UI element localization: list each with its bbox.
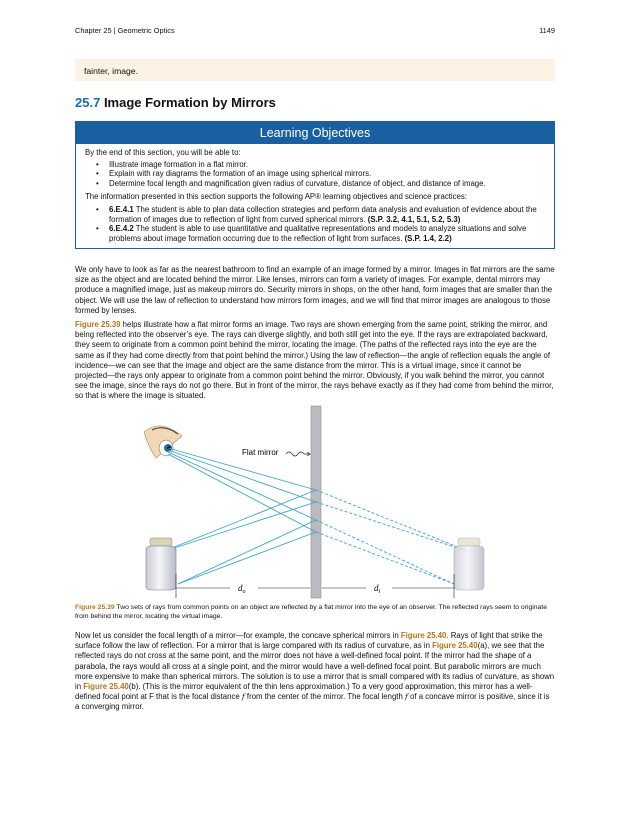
focal-symbol: f (241, 692, 245, 702)
callout-box (75, 59, 555, 81)
figure-caption (75, 604, 555, 621)
paragraph-intro: We only have to look as far as the nearest bathroom to find an example of an image formed by a mirror. Images in flat mirrors are the same size as the object and are located behind the mirror. Like lenses, mirrors can form a variety of images. For example, dental mirrors may produce a magnified image, just as makeup mirrors do. Security mirrors in shops, on the other hand, form images that are smaller than the object. We will use the law of reflection to understand how mirrors form images, and we will find that mirror images are analogous to those formed by lenses. (75, 265, 555, 315)
section-heading (75, 95, 276, 110)
squiggle-pointer (286, 452, 304, 456)
ap-objectives-list (85, 205, 545, 243)
arrow-icon (304, 452, 310, 456)
caption-label: Figure 25.39 (75, 604, 115, 611)
ap-objective-item: • 6.E.4.1 The student is able to plan data collection strategies and perform data analysis and evaluation of evidence about the formation of images due to reflection of light from curved spherical mirrors. (S.P. 3.2, 4.1, 5.1, 5.2, 5.3) (85, 205, 545, 224)
paragraph-flat-mirror: Figure 25.39 helps illustrate how a flat mirror forms an image. Two rays are shown emerging from the same point, striking the mirror, and being reflected into the observer’s eye. The rays can diverge slightly, and both still get into the eye. If the rays are extrapolated backward, they seem to originate from a common point behind the mirror, locating the image. (The paths of the reflected rays into the eye are the same as if they had come directly from that point behind the mirror.) Using the law of reflection—the angle of reflection equals the angle of incidence—we can see that the image and object are the same distance from the mirror. This is a virtual image, since it cannot be projected—the rays only appear to originate from a common point behind the mirror. Obviously, if you walk behind the mirror, you cannot see the image, since the rays do not go there. But in front of the mirror, the rays behave exactly as if they had come from behind the mirror, so that is where the image is situated. (75, 320, 554, 401)
figure-link[interactable]: Figure 25.40 (432, 641, 478, 651)
section-title: Image Formation by Mirrors (103, 95, 276, 110)
objective-item: • Explain with ray diagrams the formation of an image using spherical mirrors. (85, 169, 545, 179)
page-number: 1149 (539, 26, 555, 35)
paragraph-focal-length: Now let us consider the focal length of a mirror—for example, the concave spherical mirrors in Figure 25.40. Rays of light that strike the surface follow the law of reflection. For a mirror that is large compared with its radius of curvature, as in Figure 25.40(a), we see that the reflected rays do not cross at the same point, and the mirror does not have a well-defined focal point. If the mirror had the shape of a parabola, the rays would all cross at a single point, and the mirror would have a well-defined focal point. But parabolic mirrors are much more expensive to make than spherical mirrors. The solution is to use a mirror that is small compared with its radius of curvature, as shown in Figure 25.40(b). (This is the mirror equivalent of the thin lens approximation.) To a very good approximation, this mirror has a well-defined focal point at F that is the focal distance f from the center of the mirror. The focal length f of a concave mirror is positive, since it is a converging mirror. (75, 631, 555, 712)
ap-intro: The information presented in this section supports the following AP® learning objectives and science practices: (85, 192, 467, 202)
chapter-title: Chapter 25 | Geometric Optics (75, 26, 175, 35)
objectives-intro: By the end of this section, you will be able to: (85, 148, 241, 157)
figure-link[interactable]: Figure 25.40 (83, 682, 129, 692)
image-distance-label: $d_i$ (374, 583, 381, 595)
mirror-label: Flat mirror (242, 448, 279, 457)
extrapolated-rays (316, 490, 470, 584)
flat-mirror-figure (130, 402, 500, 602)
figure-link[interactable]: Figure 25.39 (75, 320, 121, 329)
callout-text: fainter, image. (84, 66, 138, 76)
light-rays (162, 448, 316, 584)
objectives-list (85, 160, 545, 189)
object-distance-label: $d_o$ (238, 583, 246, 595)
caption-text: Two sets of rays from common points on an object are reflected by a flat mirror into the eye of an observer. The reflected rays seem to originate from behind the mirror, locating the virtual image. (75, 604, 547, 620)
image-bottle (454, 538, 484, 590)
objective-item: • Illustrate image formation in a flat mirror. (85, 160, 545, 170)
focal-symbol: f (404, 692, 408, 702)
section-number: 25.7 (75, 95, 101, 110)
figure-link[interactable]: Figure 25.40 (400, 631, 447, 640)
object-bottle (146, 538, 176, 590)
ap-objective-item: • 6.E.4.2 The student is able to use quantitative and qualitative representations and models to analyze situations and solve problems about image formation occurring due to the reflection of light from surfaces. (S.P. 1.4, 2.2) (85, 224, 545, 243)
learning-objectives-box (75, 121, 555, 249)
objective-item: • Determine focal length and magnification given radius of curvature, distance of object, and distance of image. (85, 179, 545, 189)
learning-objectives-heading: Learning Objectives (76, 122, 554, 144)
page-header (75, 26, 555, 35)
